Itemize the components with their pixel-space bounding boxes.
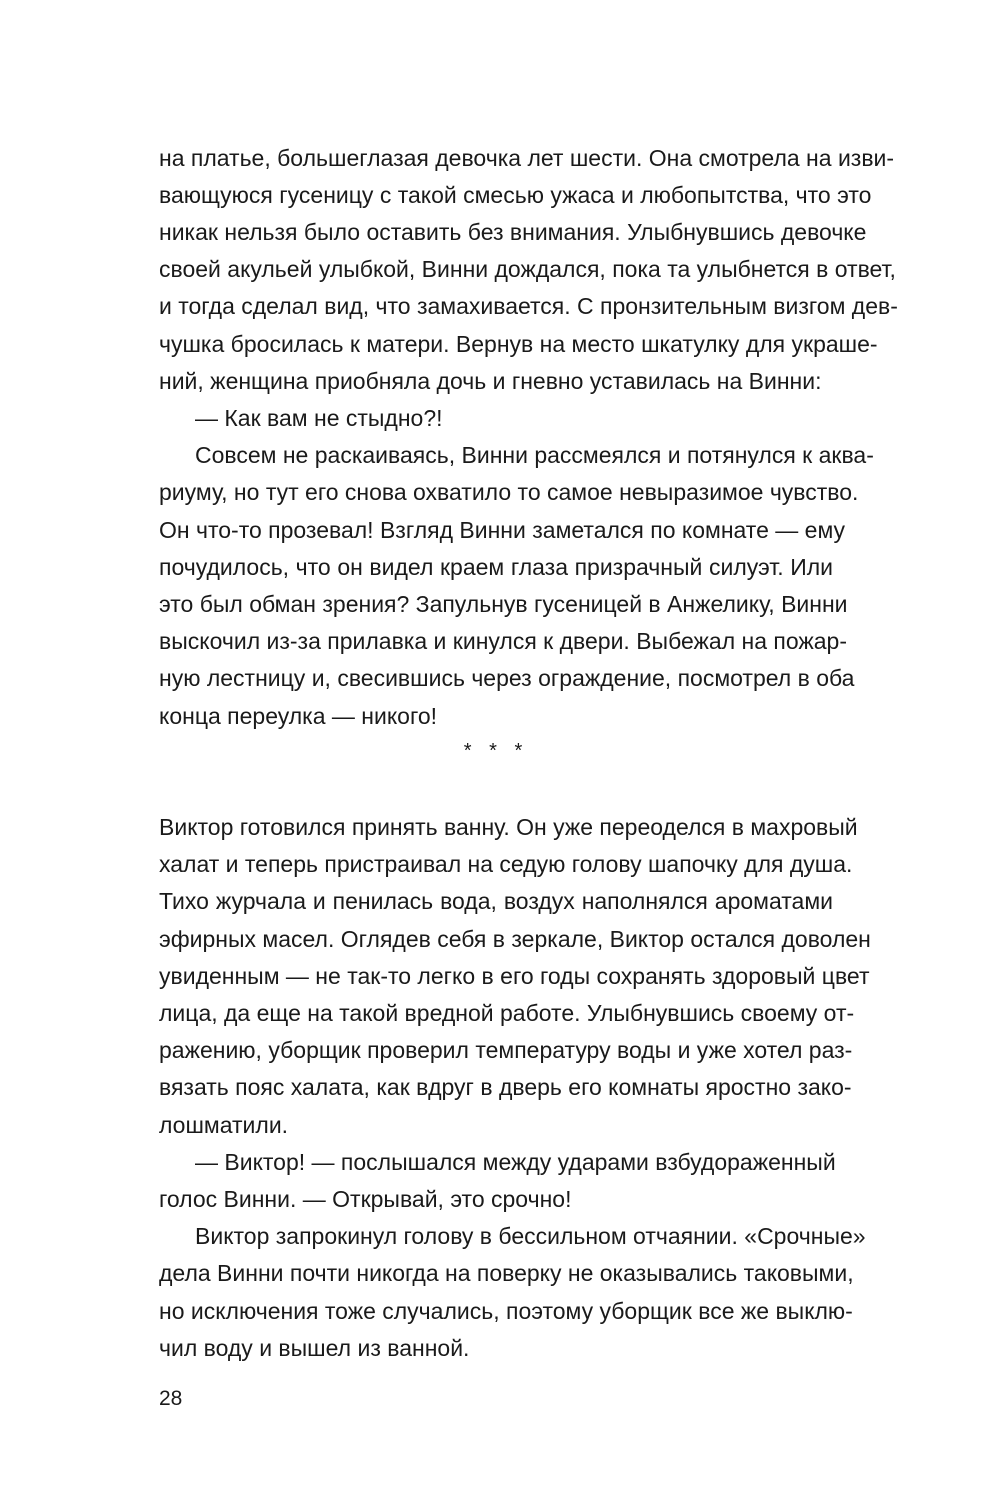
text-line: лошматили. — [159, 1112, 289, 1138]
text-line: эфирных масел. Оглядев себя в зеркале, Виктор остался доволен — [159, 926, 871, 952]
text-line: чил воду и вышел из ванной. — [159, 1335, 470, 1361]
text-line: чушка бросилась к матери. Вернув на место шкатулку для украше- — [159, 331, 878, 357]
text-line: почудилось, что он видел краем глаза призрачный силуэт. Или — [159, 554, 833, 580]
text-line: ражению, уборщик проверил температуру воды и уже хотел раз- — [159, 1037, 853, 1063]
text-line: на платье, большеглазая девочка лет шести. Она смотрела на изви- — [159, 145, 895, 171]
text-line: Виктор готовился принять ванну. Он уже переоделся в махровый — [159, 814, 858, 840]
text-line: и тогда сделал вид, что замахивается. С пронзительным визгом дев- — [159, 293, 898, 319]
text-line: выскочил из-за прилавка и кинулся к двери. Выбежал на пожар- — [159, 628, 848, 654]
text-line: вающуюся гусеницу с такой смесью ужаса и любопытства, что это — [159, 182, 872, 208]
text-line: ний, женщина приобняла дочь и гневно уставилась на Винни: — [159, 368, 822, 394]
text-line: Он что-то прозевал! Взгляд Винни заметался по комнате — ему — [159, 517, 846, 543]
text-line: своей акульей улыбкой, Винни дождался, пока та улыбнется в ответ, — [159, 256, 896, 282]
text-line: Тихо журчала и пенилась вода, воздух наполнялся ароматами — [159, 888, 833, 914]
text-line: Совсем не раскаиваясь, Винни рассмеялся и потянулся к аква- — [195, 442, 874, 468]
text-line: дела Винни почти никогда на поверку не оказывались таковыми, — [159, 1260, 854, 1286]
text-line: халат и теперь пристраивал на седую голову шапочку для душа. — [159, 851, 853, 877]
section-separator: * * * — [463, 740, 529, 762]
dialogue-line: — Как вам не стыдно?! — [195, 405, 443, 431]
text-line: увиденным — не так-то легко в его годы сохранять здоровый цвет — [159, 963, 870, 989]
text-line: это был обман зрения? Запульнув гусеницей в Анжелику, Винни — [159, 591, 848, 617]
text-line: лица, да еще на такой вредной работе. Улыбнувшись своему от- — [159, 1000, 855, 1026]
page-number: 28 — [159, 1387, 183, 1410]
text-line: риуму, но тут его снова охватило то самое невыразимое чувство. — [159, 479, 859, 505]
text-line: голос Винни. — Открывай, это срочно! — [159, 1186, 572, 1212]
dialogue-line: — Виктор! — послышался между ударами взбудораженный — [195, 1149, 836, 1175]
text-line: конца переулка — никого! — [159, 703, 438, 729]
text-line: Виктор запрокинул голову в бессильном отчаянии. «Срочные» — [195, 1223, 866, 1249]
text-line: но исключения тоже случались, поэтому уборщик все же выклю- — [159, 1298, 853, 1324]
text-line: никак нельзя было оставить без внимания. Улыбнувшись девочке — [159, 219, 867, 245]
text-line: ную лестницу и, свесившись через ограждение, посмотрел в оба — [159, 665, 855, 691]
text-line: вязать пояс халата, как вдруг в дверь его комнаты яростно зако- — [159, 1074, 852, 1100]
